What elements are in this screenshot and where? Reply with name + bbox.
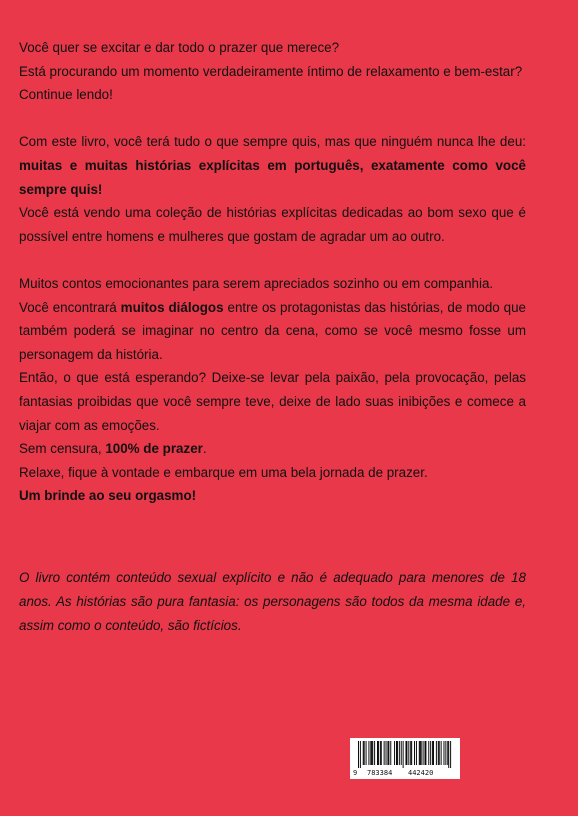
barcode-bar	[433, 741, 434, 765]
intro-question-1: Você quer se excitar e dar todo o prazer que merece?	[19, 40, 340, 55]
no-censorship-end: .	[202, 441, 207, 457]
barcode-bar	[438, 741, 439, 765]
barcode-bar	[372, 741, 373, 765]
barcode-bar	[445, 741, 446, 765]
barcode-bar	[387, 741, 388, 765]
barcode-bar	[439, 741, 440, 765]
barcode-bar	[425, 741, 426, 765]
barcode-bar	[411, 741, 412, 765]
barcode-bar	[408, 741, 409, 765]
barcode-bar	[363, 741, 364, 765]
paragraph-book-offer	[19, 130, 526, 201]
barcode-bar	[364, 741, 365, 765]
barcode-bar	[414, 741, 415, 765]
barcode-bar	[436, 741, 437, 765]
barcode-bar	[366, 741, 367, 765]
barcode-bar	[425, 741, 426, 765]
paragraph-dialogues	[19, 296, 526, 367]
paragraph-no-censorship	[19, 437, 526, 461]
barcode-bar	[386, 741, 387, 765]
dialogues-highlight: muitos diálogos	[120, 299, 224, 315]
isbn-barcode	[350, 738, 460, 779]
dialogues-text-a: Você encontrará	[19, 299, 121, 315]
barcode-bar	[444, 741, 445, 765]
barcode-bar	[384, 741, 385, 765]
barcode-bar	[388, 741, 389, 765]
barcode-bar	[419, 741, 420, 765]
barcode-bar	[448, 741, 449, 768]
no-censorship-text: Sem censura,	[19, 441, 106, 457]
paragraph-waiting: Então, o que está esperando? Deixe-se levar pela paixão, pela provocação, pelas fantasias proibidas que você sempre teve, deixe de lado suas inibições e comece a viajar com as emoções.	[19, 370, 526, 433]
barcode-bar	[432, 741, 433, 765]
barcode-bar	[406, 741, 407, 765]
barcode-bar	[378, 741, 379, 765]
barcode-bar	[390, 741, 391, 765]
barcode-bar	[403, 741, 404, 768]
barcode-bar	[450, 741, 451, 768]
barcode-bar	[410, 741, 411, 765]
book-offer-text: Com este livro, você terá tudo o que sempre quis, mas que ninguém nunca lhe deu:	[19, 134, 526, 150]
barcode-group-2: 442420	[408, 769, 434, 777]
barcode-bar	[430, 741, 431, 765]
barcode-bar	[399, 741, 400, 765]
barcode-group-1: 783384	[367, 769, 393, 777]
barcode-bar	[447, 741, 448, 765]
paragraph-stories: Muitos contos emocionantes para serem apreciados sozinho ou em companhia.	[19, 275, 494, 291]
paragraph-toast: Um brinde ao seu orgasmo!	[19, 488, 197, 504]
barcode-bar	[421, 741, 422, 765]
barcode-bar	[428, 741, 429, 765]
intro-question-2: Está procurando um momento verdadeiramente íntimo de relaxamento e bem-estar?	[19, 63, 523, 79]
barcode-bar	[397, 741, 398, 765]
barcode-lead-digit: 9	[353, 769, 358, 777]
back-cover-text	[19, 36, 526, 508]
paragraph-relax: Relaxe, fique à vontade e embarque em uma bela jornada de prazer.	[19, 464, 428, 480]
barcode-bar	[416, 741, 417, 765]
paragraph-collection: Você está vendo uma coleção de histórias explícitas dedicadas ao bom sexo que é possível entre homens e mulheres que gostam de agradar um ao outro.	[19, 205, 526, 244]
barcode-bar	[360, 741, 361, 768]
disclaimer: O livro contém conteúdo sexual explícito e não é adequado para menores de 18 anos. As histórias são pura fantasia: os personagens são todos da mesma idade e, assim como o conteúdo, são fictícios.	[19, 570, 526, 633]
barcode-bar	[374, 741, 375, 765]
barcode-bar	[396, 741, 397, 765]
barcode-bar	[441, 741, 442, 765]
barcode-digits	[350, 768, 460, 779]
no-censorship-highlight: 100% de prazer	[105, 441, 203, 457]
barcode-bar	[423, 741, 424, 765]
barcode-bar	[358, 741, 359, 768]
dialogues-text-c: entre os protagonistas das histórias, de modo que também poderá se imaginar no centro da cena, como se você mesmo fosse um personagem da história.	[19, 299, 526, 362]
barcode-bar	[420, 741, 421, 765]
barcode-bar	[370, 741, 371, 765]
barcode-bar	[380, 741, 381, 765]
book-offer-highlight: muitas e muitas histórias explícitas em português, exatamente como você sempre quis!	[19, 157, 526, 197]
barcode-bar	[371, 741, 372, 765]
intro-continue: Continue lendo!	[19, 87, 113, 103]
barcode-bar	[381, 741, 382, 765]
barcode-bar	[368, 741, 369, 765]
barcode-bars-icon	[350, 738, 460, 769]
barcode-bar	[401, 741, 402, 765]
barcode-bar	[394, 741, 395, 765]
barcode-bar	[406, 741, 407, 765]
barcode-bar	[377, 741, 378, 765]
